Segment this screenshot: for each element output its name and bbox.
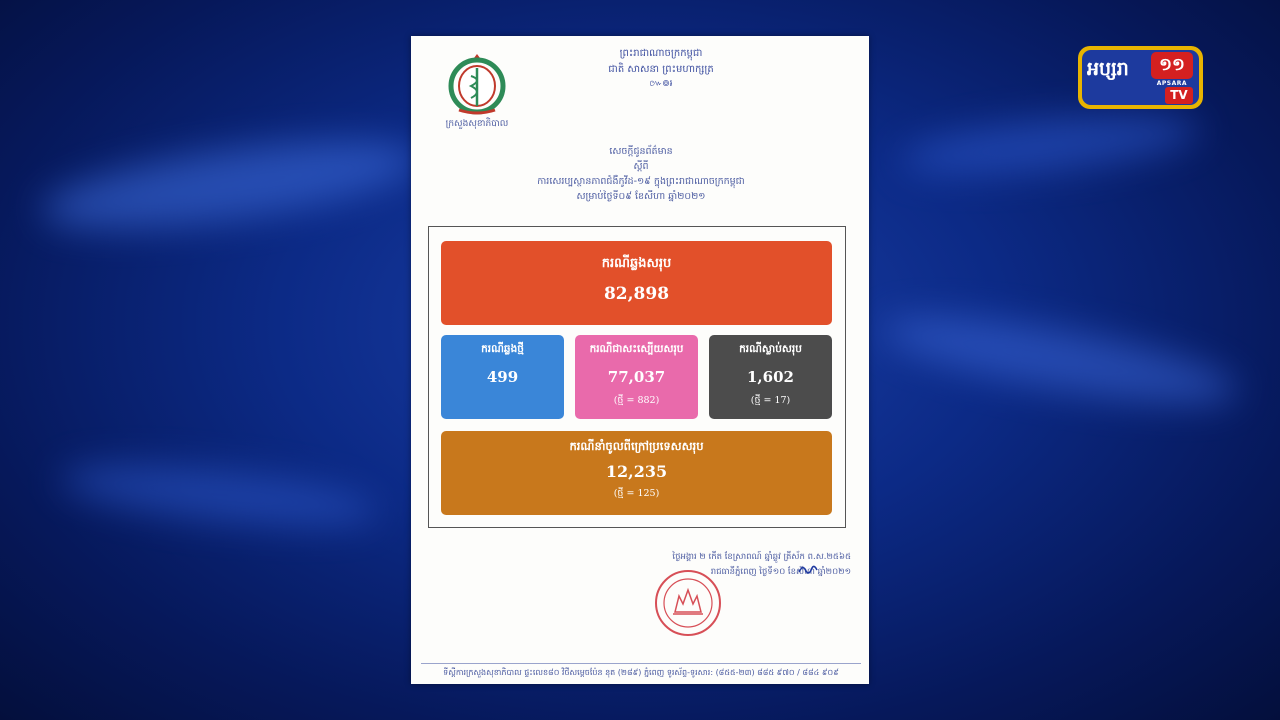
imported-cases-value: 12,235 [605, 462, 668, 481]
background-streak [898, 104, 1202, 185]
deaths-card [709, 335, 832, 419]
signature-icon [797, 562, 819, 576]
new-cases-value: 499 [486, 368, 519, 386]
press-release-about: ស្តីពី [633, 161, 649, 172]
logo-channel-number: ១១ [1151, 52, 1193, 79]
deaths-label: ករណីស្លាប់សរុប [739, 343, 802, 355]
background-streak [37, 124, 423, 246]
total-cases-label: ករណីឆ្លងសរុប [601, 256, 672, 271]
imported-cases-card [441, 431, 832, 515]
press-release-title: សេចក្តីជូនព័ត៌មាន [609, 146, 673, 157]
national-motto: ជាតិ សាសនា ព្រះមហាក្សត្រ [608, 64, 714, 75]
recovered-card [575, 335, 698, 419]
ministry-address-footer: ទីស្តីការក្រសួងសុខាភិបាល ផ្ទះលេខ៨០ វិថីសម្តេចប៉ែន នុត (២៨៩) ភ្នំពេញ ទូរស័ព្ទ-ទូរសារ: (៨៥៥-២៣) ៨៨៥ ៩៧០ / ៨៨៤ ៩០៩ [421, 663, 861, 679]
background-streak [58, 453, 381, 536]
press-release-subject: ការសេរប្បស្ថានភាពជំងឺកូវីដ-១៩ ក្នុងព្រះរាជាណាចក្រកម្ពុជា [537, 176, 745, 187]
apsara-tv-logo-plate [1082, 50, 1199, 105]
kingdom-title: ព្រះរាជាណាចក្រកម្ពុជា [619, 48, 703, 59]
press-release-date: សម្រាប់ថ្ងៃទី០៩ ខែសីហា ឆ្នាំ២០២១ [576, 191, 706, 202]
logo-apsara-text: APSARA [1156, 80, 1187, 87]
official-stamp-icon [653, 568, 723, 638]
imported-cases-new: (ថ្មី = 125) [613, 488, 660, 499]
ministry-name: ក្រសួងសុខាភិបាល [445, 119, 509, 129]
solar-date: រាជធានីភ្នំពេញ ថ្ងៃទី១០ ខែសីហា ឆ្នាំ២០២១ [710, 567, 851, 577]
press-release-heading [471, 144, 811, 204]
logo-khmer-text: អប្សរា [1087, 58, 1129, 80]
recovered-label: ករណីជាសះស្បើយសរុប [589, 343, 684, 355]
new-cases-label: ករណីឆ្លងថ្មី [481, 343, 524, 355]
lunar-date: ថ្ងៃអង្គារ ២ កើត ខែស្រាពណ៍ ឆ្នាំឆ្លូវ ត្រីស័ក ព.ស.២៥៦៥ [672, 552, 851, 562]
recovered-new: (ថ្មី = 882) [613, 395, 660, 406]
ministry-seal-icon [447, 50, 507, 116]
deaths-new: (ថ្មី = 17) [750, 395, 791, 406]
total-cases-card [441, 241, 832, 325]
total-cases-value: 82,898 [603, 284, 670, 304]
imported-cases-label: ករណីនាំចូលពីក្រៅប្រទេសសរុប [569, 439, 704, 453]
deaths-value: 1,602 [747, 368, 794, 386]
press-release-document [411, 36, 869, 684]
background-streak [878, 299, 1243, 421]
apsara-tv-logo [1078, 46, 1203, 109]
header-ornament: ៚៙៛ [649, 79, 673, 89]
new-cases-card [441, 335, 564, 419]
logo-tv-text: TV [1165, 87, 1193, 104]
kingdom-header [561, 46, 761, 90]
recovered-value: 77,037 [607, 368, 666, 386]
statistics-panel [428, 226, 846, 528]
